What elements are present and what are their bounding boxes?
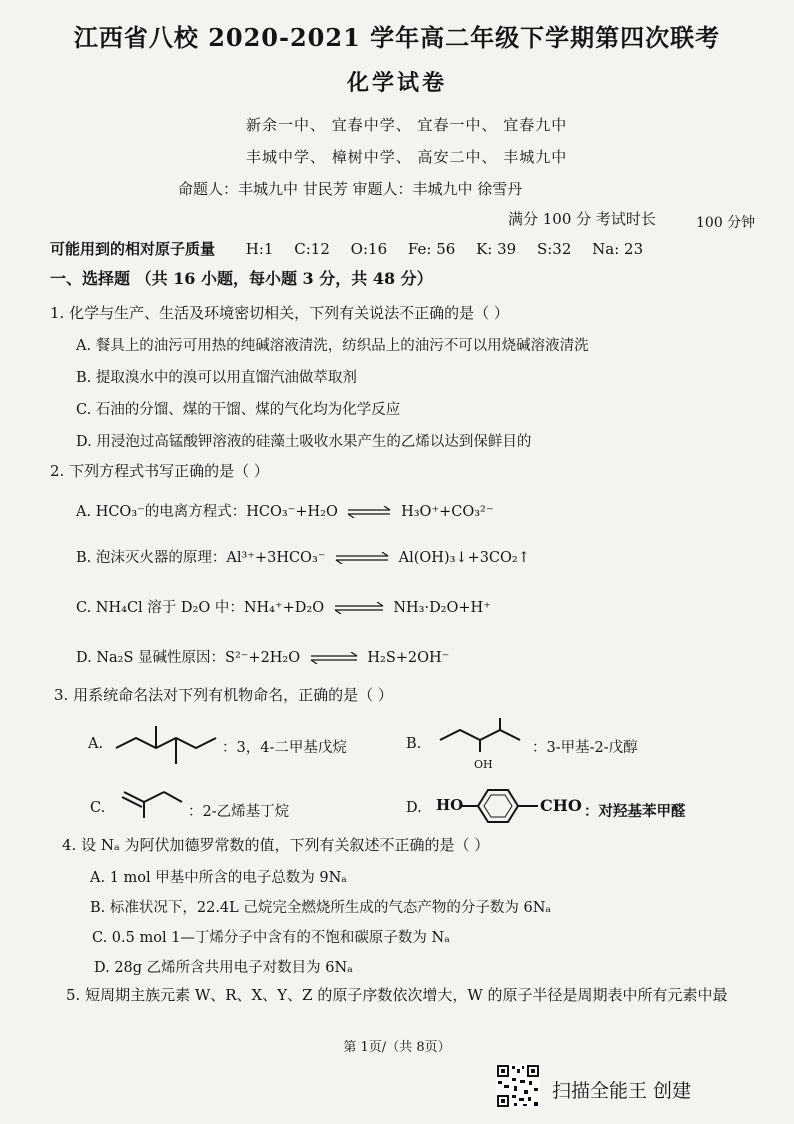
q3-option-c-label: C.	[90, 800, 106, 816]
atomic-mass-o: O:16	[350, 240, 388, 258]
q3-stem: 3. 用系统命名法对下列有机物命名，正确的是（ ）	[54, 686, 393, 704]
duration: 100 分钟	[696, 215, 756, 231]
atomic-masses	[50, 238, 659, 259]
atomic-mass-s: S:32	[536, 240, 572, 258]
atomic-mass-fe: Fe: 56	[407, 240, 456, 258]
qr-code-icon	[496, 1064, 540, 1108]
q3-option-b-label: B.	[406, 736, 422, 752]
q2-c-right: NH₃·D₂O+H⁺	[393, 600, 491, 616]
q4-option-a: A. 1 mol 甲基中所含的电子总数为 9Nₐ	[90, 870, 347, 886]
q2-option-d	[76, 646, 449, 667]
atomic-mass-c: C:12	[294, 240, 330, 258]
q4-stem: 4. 设 Nₐ 为阿伏加德罗常数的值，下列有关叙述不正确的是（ ）	[62, 836, 490, 854]
reversible-arrow-icon	[346, 506, 392, 518]
q3-d-ho-label: HO	[436, 796, 464, 814]
q1-option-a: A. 餐具上的油污可用热的纯碱溶液清洗，纺织品上的油污不可以用烧碱溶液清洗	[76, 338, 589, 354]
reversible-arrow-icon	[309, 652, 359, 664]
q2-b-left: B. 泡沫灭火器的原理：Al³⁺+3HCO₃⁻	[76, 550, 326, 566]
q2-b-right: Al(OH)₃↓+3CO₂↑	[398, 550, 530, 566]
q3-d-benzene-ring	[462, 786, 544, 826]
q2-option-c	[76, 596, 491, 617]
q2-option-b	[76, 546, 530, 567]
q3-option-a-label: A.	[88, 736, 104, 752]
scanner-watermark: 扫描全能王 创建	[552, 1080, 692, 1102]
score-line: 满分 100 分 考试时长	[508, 210, 656, 228]
q4-option-d: D. 28g 乙烯所含共用电子对数目为 6Nₐ	[94, 960, 353, 976]
atomic-mass-k: K: 39	[476, 240, 517, 258]
section-title: 一、选择题 （共 16 小题，每小题 3 分，共 48 分）	[50, 269, 433, 288]
q4-option-c: C. 0.5 mol 1—丁烯分子中含有的不饱和碳原子数为 Nₐ	[92, 930, 450, 946]
schools-line-2: 丰城中学、 樟树中学、 高安二中、 丰城九中	[246, 148, 568, 166]
q3-option-d-label: D.	[406, 800, 422, 816]
reversible-arrow-icon	[333, 602, 385, 614]
q2-d-right: H₂S+2OH⁻	[367, 650, 450, 666]
q3-option-a-name: ：3，4-二甲基戊烷	[222, 740, 347, 756]
q3-option-d-name: ：对羟基苯甲醛	[584, 803, 686, 820]
q1-option-b: B. 提取溴水中的溴可以用直馏汽油做萃取剂	[76, 370, 357, 386]
exam-subtitle: 化学试卷	[346, 70, 447, 96]
q3-c-structure	[116, 788, 196, 822]
reversible-arrow-icon	[334, 552, 390, 564]
q3-option-c-name: ：2-乙烯基丁烷	[188, 804, 290, 820]
q3-d-cho-label: CHO	[540, 796, 582, 815]
exam-title: 江西省八校 2020-2021 学年高二年级下学期第四次联考	[73, 23, 721, 52]
q5-stem: 5. 短周期主族元素 W、R、X、Y、Z 的原子序数依次增大，W 的原子半径是周期表中所有元素中最	[66, 986, 728, 1004]
page-number: 第 1页/（共 8页）	[343, 1040, 451, 1055]
q3-a-structure	[112, 720, 222, 768]
q3-option-b-name: ：3-甲基-2-戊醇	[532, 740, 638, 756]
q2-d-left: D. Na₂S 显碱性原因：S²⁻+2H₂O	[76, 650, 301, 666]
q2-a-left: A. HCO₃⁻的电离方程式：HCO₃⁻+H₂O	[76, 504, 338, 520]
q2-option-a	[76, 500, 494, 521]
atomic-mass-h: H:1	[245, 240, 274, 258]
setter-line: 命题人：丰城九中 甘民芳 审题人：丰城九中 徐雪丹	[178, 180, 523, 198]
q3-b-structure	[436, 716, 536, 756]
q2-stem: 2. 下列方程式书写正确的是（ ）	[50, 462, 269, 480]
schools-line-1: 新余一中、 宜春中学、 宜春一中、 宜春九中	[246, 116, 568, 134]
q1-option-c: C. 石油的分馏、煤的干馏、煤的气化均为化学反应	[76, 402, 401, 418]
q1-option-d: D. 用浸泡过高锰酸钾溶液的硅藻土吸收水果产生的乙烯以达到保鲜目的	[76, 434, 532, 450]
atomic-mass-na: Na: 23	[592, 240, 644, 258]
q3-b-oh-label: OH	[474, 758, 493, 771]
q2-a-right: H₃O⁺+CO₃²⁻	[401, 504, 494, 520]
q2-c-left: C. NH₄Cl 溶于 D₂O 中：NH₄⁺+D₂O	[76, 600, 325, 616]
q1-stem: 1. 化学与生产、生活及环境密切相关，下列有关说法不正确的是（ ）	[50, 304, 509, 322]
q4-option-b: B. 标准状况下，22.4L 己烷完全燃烧所生成的气态产物的分子数为 6Nₐ	[90, 900, 552, 916]
atomic-masses-label: 可能用到的相对原子质量	[50, 240, 216, 258]
